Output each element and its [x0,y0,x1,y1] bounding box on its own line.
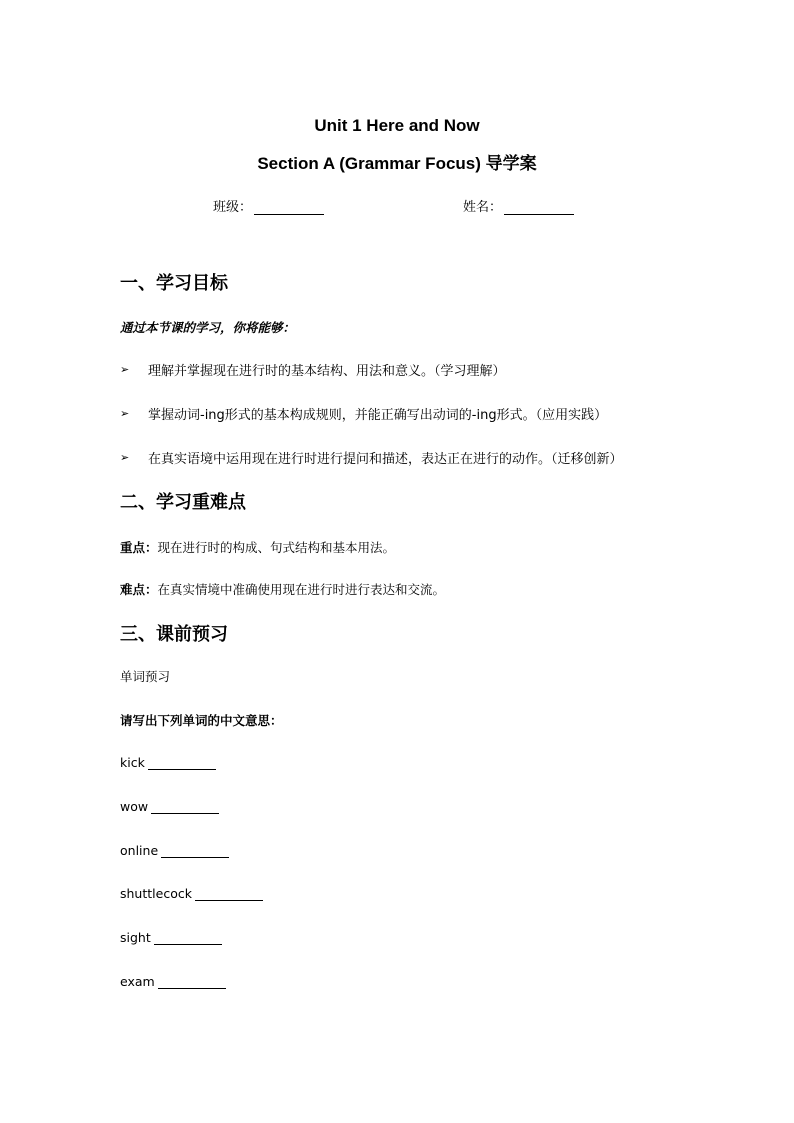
answer-blank[interactable] [195,886,263,901]
vocab-word: wow [120,799,149,814]
vocab-word: sight [120,930,151,945]
section-2-heading: 二、学习重难点 [120,492,246,513]
vocab-word: online [120,843,159,858]
section-1-heading: 一、学习目标 [120,273,228,294]
section-3-heading: 三、课前预习 [120,624,228,645]
name-blank[interactable] [504,200,574,215]
title-line-2: Section A (Grammar Focus) 导学案 [257,154,537,173]
vocab-item-sight[interactable] [120,930,222,945]
goal-text: 理解并掌握现在进行时的基本结构、用法和意义。（学习理解） [148,364,506,379]
answer-blank[interactable] [151,799,219,814]
answer-blank[interactable] [161,843,229,858]
vocab-item-exam[interactable] [120,974,226,989]
section-1-intro: 通过本节课的学习，你将能够： [120,320,296,335]
name-label: 姓名： [463,200,503,215]
answer-blank[interactable] [154,930,222,945]
difficult-points [120,580,445,598]
key-text: 现在进行时的构成、句式结构和基本用法。 [157,540,396,555]
bullet-arrow-icon: ➢ [120,363,130,376]
difficult-text: 在真实情境中准确使用现在进行时进行表达和交流。 [157,582,446,597]
answer-blank[interactable] [148,755,216,770]
bullet-arrow-icon: ➢ [120,407,130,420]
vocab-item-kick[interactable] [120,755,216,770]
vocab-word: exam [120,974,155,989]
class-label: 班级： [213,200,253,215]
goal-text: 掌握动词-ing形式的基本构成规则，并能正确写出动词的-ing形式。（应用实践） [148,408,608,423]
class-blank[interactable] [254,200,324,215]
goal-item [120,404,607,423]
answer-blank[interactable] [158,974,226,989]
class-field[interactable] [213,196,324,215]
vocab-word: shuttlecock [120,886,192,901]
key-points [120,538,395,556]
bullet-arrow-icon: ➢ [120,451,130,464]
difficult-label: 难点： [120,582,158,597]
vocab-word: kick [120,755,145,770]
goal-item [120,448,623,467]
title-line-1: Unit 1 Here and Now [314,116,480,135]
vocab-instruction: 请写出下列单词的中文意思： [120,713,283,728]
goal-text: 在真实语境中运用现在进行时进行提问和描述，表达正在进行的动作。（迁移创新） [148,452,623,467]
name-field[interactable] [463,196,574,215]
key-label: 重点： [120,540,158,555]
vocab-subheading: 单词预习 [120,669,171,684]
goal-item [120,360,506,379]
vocab-item-online[interactable] [120,843,229,858]
vocab-item-shuttlecock[interactable] [120,886,263,901]
vocab-item-wow[interactable] [120,799,219,814]
